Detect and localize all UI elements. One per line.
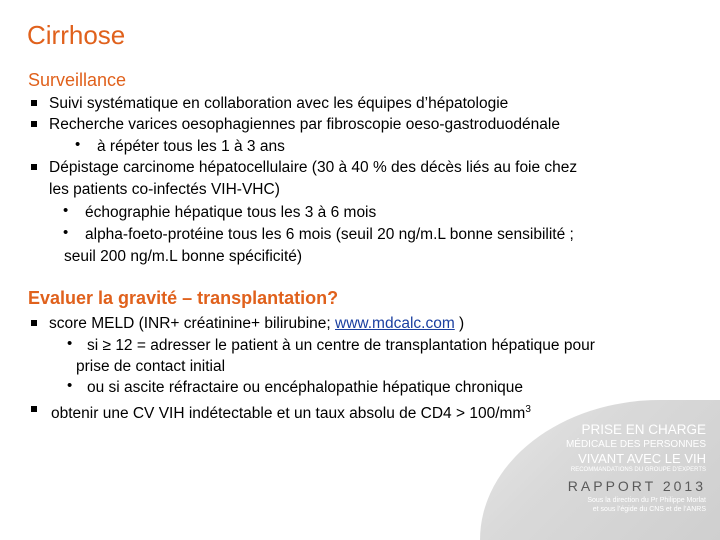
logo-text: PRISE EN CHARGE <box>581 422 706 437</box>
sub-bullet-text-continued: seuil 200 ng/m.L bonne spécificité) <box>64 248 303 265</box>
page-title: Cirrhose <box>27 20 126 50</box>
section-heading-evaluer: Evaluer la gravité – transplantation? <box>28 288 339 308</box>
mdcalc-link[interactable]: www.mdcalc.com <box>335 315 455 332</box>
section-heading-surveillance: Surveillance <box>28 70 127 90</box>
bullet-text-part: score MELD (INR+ créatinine+ bilirubine; <box>49 315 336 332</box>
logo-text: Sous la direction du Pr Philippe Morlat <box>587 497 706 504</box>
bullet-square-icon <box>31 320 37 326</box>
sub-bullet-text: alpha-foeto-protéine tous les 6 mois (seuil 20 ng/m.L bonne sensibilité ; <box>85 226 574 243</box>
bullet-square-icon <box>31 406 37 412</box>
logo-text: et sous l’égide du CNS et de l’ANRS <box>592 506 706 513</box>
bullet-text: Recherche varices oesophagiennes par fibroscopie oeso-gastroduodénale <box>49 116 560 133</box>
logo-text: MÉDICALE DES PERSONNES <box>565 439 706 450</box>
sub-bullet-text: à répéter tous les 1 à 3 ans <box>97 138 285 155</box>
bullet-text <box>49 314 464 334</box>
bullet-text <box>51 400 531 424</box>
sub-bullet-dot-icon: • <box>63 202 69 219</box>
logo-text: VIVANT AVEC LE VIH <box>578 451 706 466</box>
bullet-text: Dépistage carcinome hépatocellulaire (30 à 40 % des décès liés au foie chez <box>49 159 578 176</box>
logo-text: RECOMMANDATIONS DU GROUPE D’EXPERTS <box>570 467 706 473</box>
sub-bullet-dot-icon: • <box>75 136 81 153</box>
superscript: 3 <box>525 404 531 415</box>
bullet-square-icon <box>31 100 37 106</box>
bullet-square-icon <box>31 164 37 170</box>
sub-bullet-text: ou si ascite réfractaire ou encéphalopathie hépatique chronique <box>87 379 524 396</box>
bullet-text: Suivi systématique en collaboration avec les équipes d’hépatologie <box>49 95 509 112</box>
sub-bullet-text: si ≥ 12 = adresser le patient à un centre de transplantation hépatique pour <box>87 337 595 354</box>
sub-bullet-dot-icon: • <box>67 377 73 394</box>
sub-bullet-text-continued: prise de contact initial <box>76 358 226 375</box>
bullet-text-part: obtenir une CV VIH indétectable et un taux absolu de CD4 > 100/mm <box>51 405 526 423</box>
sub-bullet-dot-icon: • <box>67 335 73 352</box>
bullet-text-part: ) <box>454 315 465 332</box>
sub-bullet-dot-icon: • <box>63 224 69 241</box>
bullet-square-icon <box>31 121 37 127</box>
logo-text: RAPPORT 2013 <box>567 478 706 494</box>
sub-bullet-text: échographie hépatique tous les 3 à 6 mois <box>85 204 377 221</box>
bullet-text-continued: les patients co-infectés VIH-VHC) <box>49 181 280 198</box>
